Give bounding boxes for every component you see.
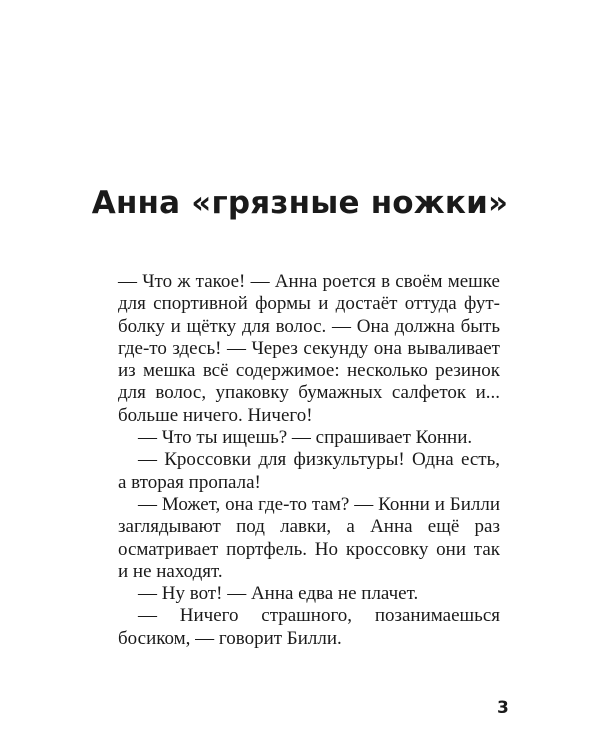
text-line: осматривает портфель. Но кроссовку они так [118,538,500,560]
text-line: болку и щётку для волос. — Она должна быть [118,315,500,337]
chapter-title: Анна «грязные ножки» [91,185,509,221]
paragraph [118,583,500,605]
text-line: — Может, она где-то там? — Конни и Билли [138,493,500,515]
text-line: — Ну вот! — Анна едва не плачет. [138,583,419,605]
text-line: из мешка всё содержимое: несколько резинок [118,360,500,382]
paragraph [118,449,500,494]
page-number: 3 [497,698,509,718]
text-line: — Ничего страшного, позанимаешься [138,605,500,627]
text-line: а вторая пропала! [118,471,261,493]
paragraph [118,427,500,449]
text-line: — Кроссовки для физкультуры! Одна есть, [138,449,500,471]
text-line: — Что ты ищешь? — спрашивает Конни. [138,427,473,449]
text-line: больше ничего. Ничего! [118,404,313,426]
text-line: — Что ж такое! — Анна роется в своём мешке [118,271,500,292]
text-line: для спортивной формы и достаёт оттуда фут- [118,293,500,315]
text-line: босиком, — говорит Билли. [118,627,342,649]
text-line: и не находят. [118,560,223,582]
text-line: заглядывают под лавки, а Анна ещё раз [118,516,500,538]
text-line: для волос, упаковку бумажных салфеток и... [118,382,500,404]
paragraph [118,271,500,427]
chapter-body [118,271,500,650]
paragraph [118,605,500,650]
text-line: где-то здесь! — Через секунду она вываливает [118,337,500,359]
paragraph [118,494,500,583]
